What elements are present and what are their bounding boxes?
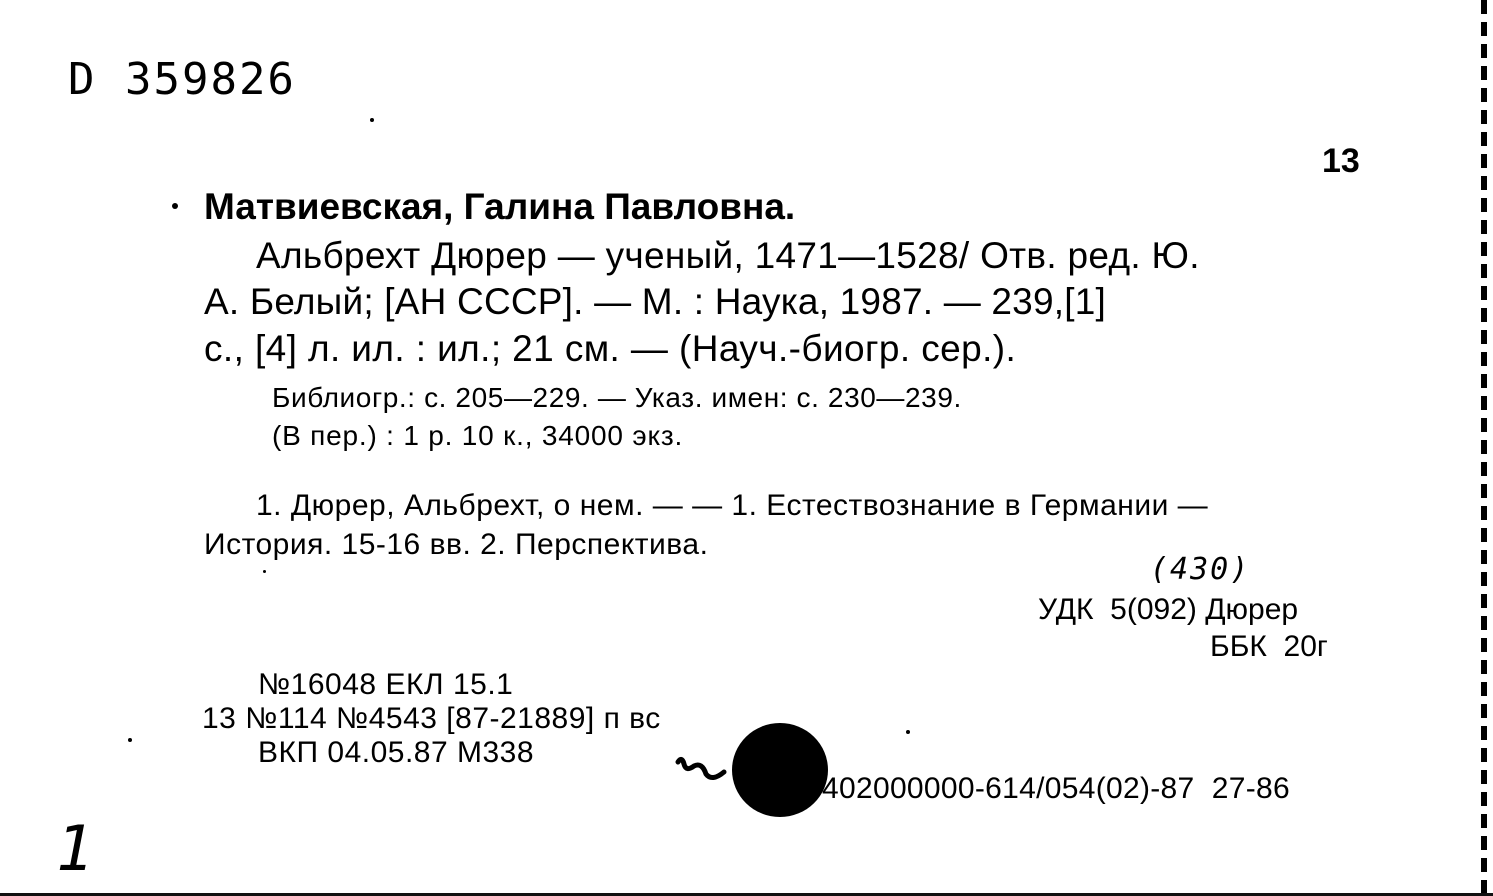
registry-line-3: ВКП 04.05.87 М338 [258, 736, 535, 769]
title-line-3: с., [4] л. ил. : ил.; 21 см. — (Науч.-биогр. сер.). [204, 328, 1017, 369]
isbn-code: 402000000-614/054(02)-87 27-86 [822, 772, 1291, 805]
bbk-line: ББК 20г [1210, 630, 1328, 663]
registry-line-1: №16048 ЕКЛ 15.1 [258, 668, 514, 701]
registry-line-2: 13 №114 №4543 [87-21889] п вс [202, 702, 661, 735]
handwritten-code: (430) [1150, 552, 1251, 587]
card-edge-right [1481, 0, 1487, 896]
subject-line-1: 1. Дюрер, Альбрехт, о нем. — — 1. Естествознание в Германии — [256, 489, 1209, 522]
ink-speck [128, 738, 132, 742]
notes-line-1: Библиогр.: с. 205—229. — Указ. имен: с. 230—239. [272, 382, 962, 413]
notes-line-2: (В пер.) : 1 р. 10 к., 34000 экз. [272, 420, 684, 451]
handwritten-mark: 1 [56, 812, 96, 885]
ink-speck [906, 730, 910, 734]
accession-number: D 359826 [68, 54, 296, 105]
card-number: 13 [1322, 142, 1360, 180]
subject-line-2: История. 15-16 вв. 2. Перспектива. [204, 528, 709, 561]
punch-hole [732, 723, 828, 817]
title-line-1: Альбрехт Дюрер — ученый, 1471—1528/ Отв. ред. Ю. [256, 235, 1200, 276]
udk-line: УДК 5(092) Дюрер [1038, 593, 1299, 626]
ink-speck [370, 118, 374, 122]
ink-speck [263, 570, 266, 573]
pen-scribble-icon [672, 752, 732, 788]
bullet-dot [172, 203, 178, 209]
title-line-2: А. Белый; [АН СССР]. — М. : Наука, 1987. — 239,[1] [204, 281, 1106, 322]
author-heading: Матвиевская, Галина Павловна. [204, 186, 796, 227]
